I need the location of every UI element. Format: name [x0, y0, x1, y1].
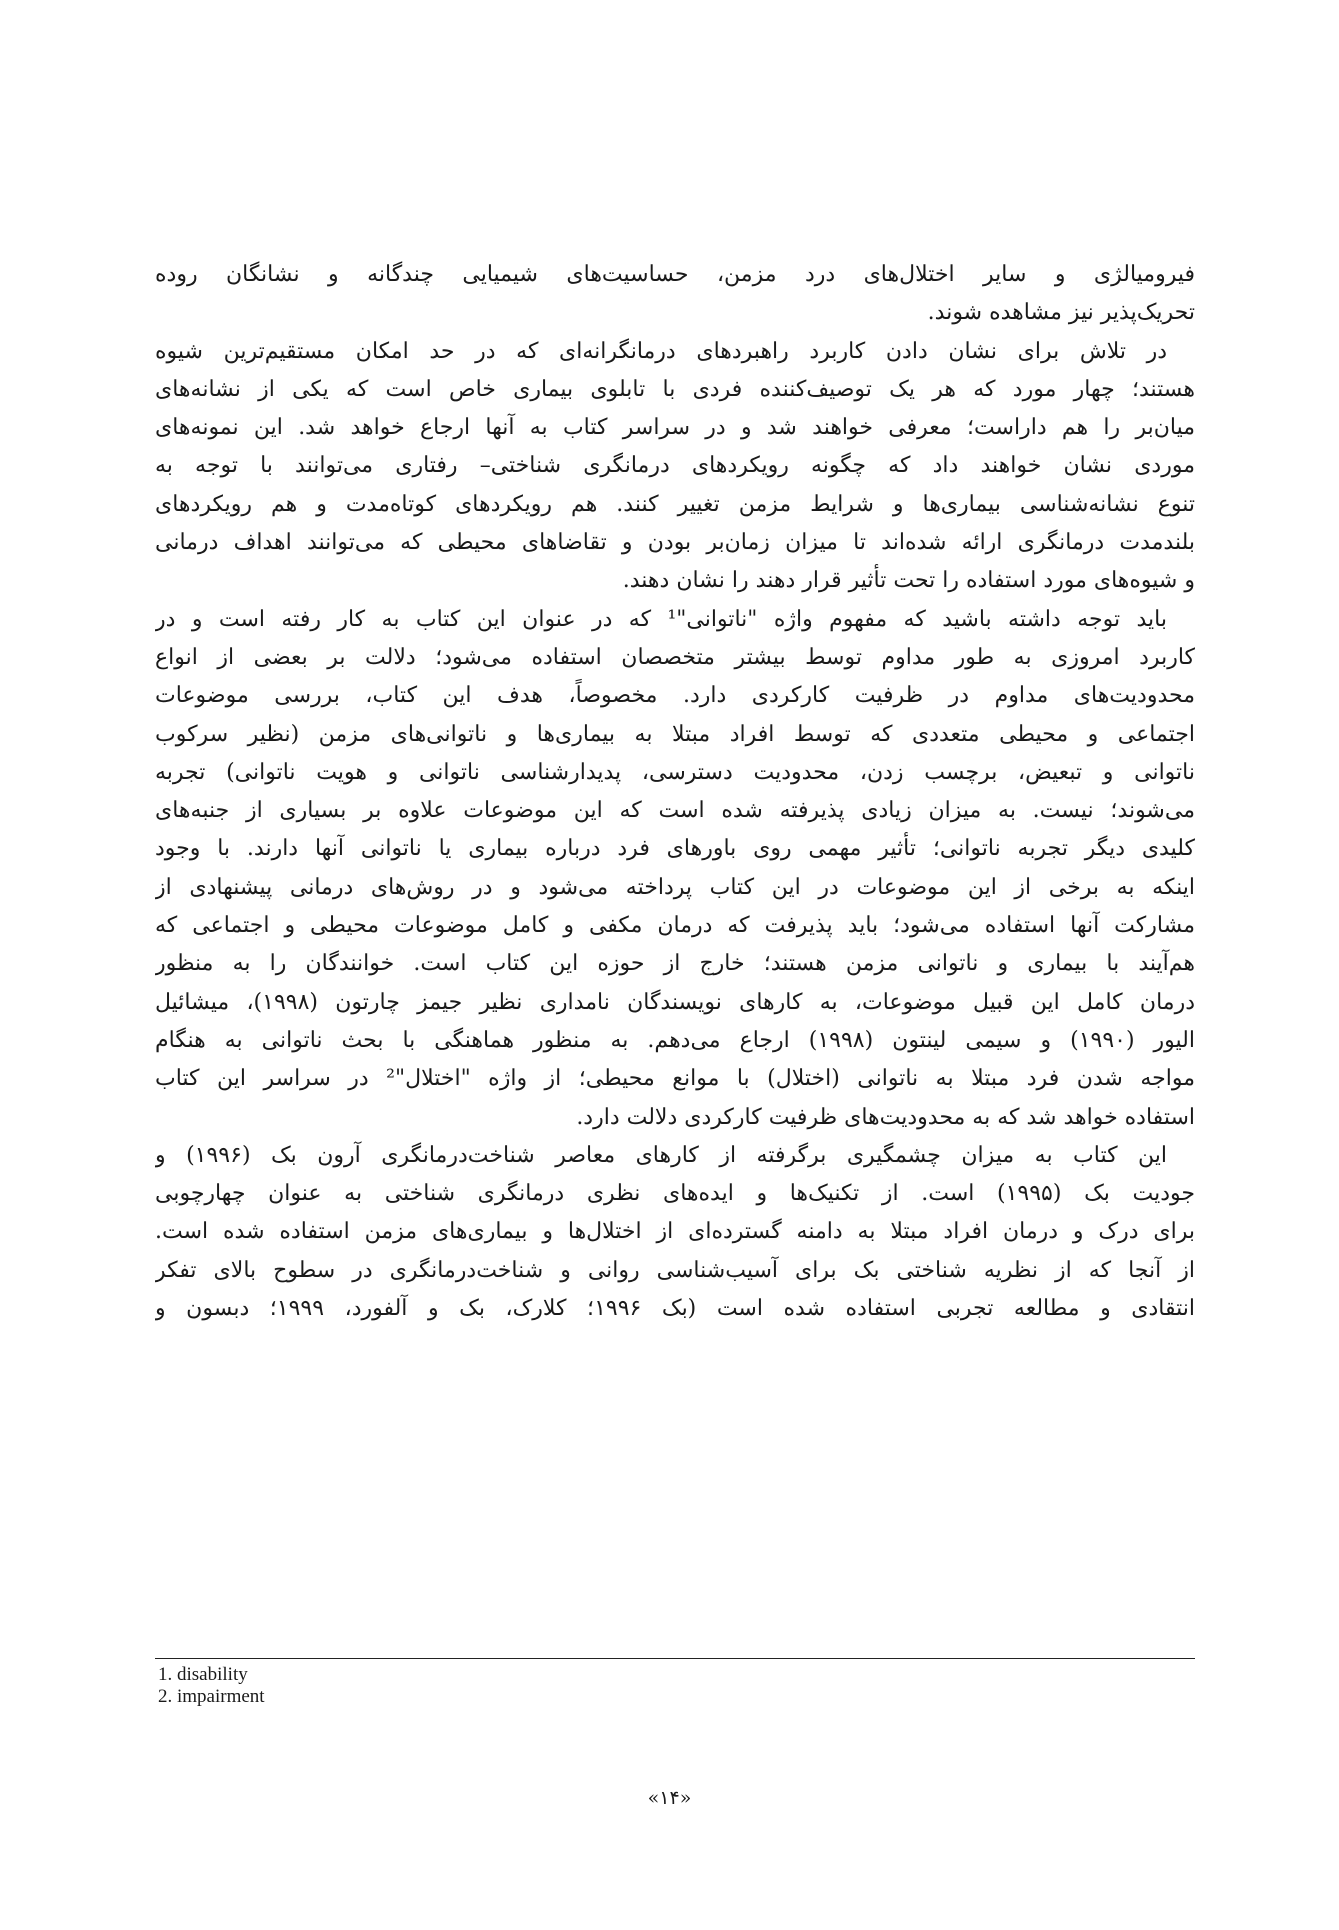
text-line: در تلاش برای نشان دادن کاربرد راهبردهای درمانگرانه‌ای که در حد امکان مستقیم‌ترین شیوه	[155, 338, 1167, 364]
text-line: تنوع نشانه‌شناسی بیماری‌ها و شرایط مزمن تغییر کنند. هم رویکردهای کوتاه‌مدت و هم رویکردهای	[155, 491, 1195, 517]
text-line: کلیدی دیگر تجربه ناتوانی؛ تأثیر مهمی روی باورهای فرد درباره بیماری یا ناتوانی آنها دارند. با وجود	[155, 836, 1195, 862]
page-number: «۱۴»	[647, 1787, 692, 1809]
text-line: هستند؛ چهار مورد که هر یک توصیف‌کننده فردی با تابلوی بیماری خاص است که یکی از نشانه‌های	[155, 376, 1195, 402]
text-line: اجتماعی و محیطی متعددی که توسط افراد مبتلا به بیماری‌ها و ناتوانی‌های مزمن (نظیر سرکوب	[155, 721, 1195, 747]
text-line: درمان کامل این قبیل موضوعات، به کارهای نویسندگان نامداری نظیر جیمز چارتون (۱۹۹۸)، میشائیل	[155, 989, 1195, 1015]
text-line: الیور (۱۹۹۰) و سیمی لینتون (۱۹۹۸) ارجاع می‌دهم. به منظور هماهنگی با بحث ناتوانی به هنگام	[155, 1027, 1195, 1053]
text-line: مشارکت آنها استفاده می‌شود؛ باید پذیرفت که درمان مکفی و کامل موضوعات محیطی و اجتماعی که	[155, 913, 1195, 939]
text-line: اینکه به برخی از این موضوعات در این کتاب پرداخته می‌شود و در روش‌های درمانی پیشنهادی از	[155, 874, 1195, 900]
text-line: انتقادی و مطالعه تجربی استفاده شده است (بک ۱۹۹۶؛ کلارک، بک و آلفورد، ۱۹۹۹؛ دبسون و	[155, 1296, 1195, 1322]
footnote-2: 2. impairment	[158, 1686, 265, 1707]
footnote-1: 1. disability	[158, 1664, 248, 1685]
text-line: موردی نشان خواهند داد که چگونه رویکردهای درمانگری شناختی– رفتاری می‌توانند با توجه به	[155, 453, 1195, 479]
text-line: برای درک و درمان افراد مبتلا به دامنه گسترده‌ای از اختلال‌ها و بیماری‌های مزمن استفاده شده است.	[155, 1219, 1195, 1245]
text-line: باید توجه داشته باشید که مفهوم واژه "ناتوانی"¹ که در عنوان این کتاب به کار رفته است و در	[155, 606, 1168, 632]
text-line: ناتوانی و تبعیض، برچسب زدن، محدودیت دسترسی، پدیدارشناسی ناتوانی و هویت ناتوانی) تجربه	[155, 759, 1195, 785]
text-line: می‌شوند؛ نیست. به میزان زیادی پذیرفته شده است که این موضوعات علاوه بر بسیاری از جنبه‌های	[155, 798, 1195, 824]
footnotes	[158, 1664, 758, 1708]
text-line: میان‌بر را هم داراست؛ معرفی خواهند شد و در سراسر کتاب به آنها ارجاع خواهد شد. این نمونه‌های	[155, 415, 1195, 441]
text-line: از آنجا که از نظریه شناختی بک برای آسیب‌شناسی روانی و شناخت‌درمانگری در سطوح بالای تفکر	[155, 1257, 1195, 1283]
text-line: هم‌آیند با بیماری و ناتوانی مزمن هستند؛ خارج از حوزه این کتاب است. خوانندگان را به منظور	[155, 951, 1195, 977]
text-line: کاربرد امروزی به طور مداوم توسط بیشتر متخصصان استفاده می‌شود؛ دلالت بر بعضی از انواع	[155, 644, 1195, 670]
text-line: جودیت بک (۱۹۹۵) است. از تکنیک‌ها و ایده‌های نظری درمانگری شناختی به عنوان چهارچوبی	[155, 1181, 1195, 1207]
body-text	[155, 256, 1195, 1328]
text-line: این کتاب به میزان چشمگیری برگرفته از کارهای معاصر شناخت‌درمانگری آرون بک (۱۹۹۶) و	[155, 1142, 1167, 1168]
text-line: محدودیت‌های مداوم در ظرفیت کارکردی دارد. مخصوصاً، هدف این کتاب، بررسی موضوعات	[155, 683, 1195, 709]
text-line: مواجه شدن فرد مبتلا به ناتوانی (اختلال) با موانع محیطی؛ از واژه "اختلال"² در سراسر این کتاب	[155, 1066, 1195, 1092]
text-line: تحریک‌پذیر نیز مشاهده شوند.	[927, 300, 1195, 326]
text-line: و شیوه‌های مورد استفاده را تحت تأثیر قرار دهند را نشان دهند.	[622, 568, 1195, 594]
text-line: استفاده خواهد شد که به محدودیت‌های ظرفیت کارکردی دلالت دارد.	[576, 1104, 1195, 1130]
footnote-divider	[155, 1658, 1195, 1659]
text-line: بلندمدت درمانگری ارائه شده‌اند تا میزان زمان‌بر بودن و تقاضاهای محیطی که می‌توانند اهداف درمانی	[155, 530, 1195, 556]
text-line: فیرومیالژی و سایر اختلال‌های درد مزمن، حساسیت‌های شیمیایی چندگانه و نشانگان روده	[155, 262, 1195, 287]
